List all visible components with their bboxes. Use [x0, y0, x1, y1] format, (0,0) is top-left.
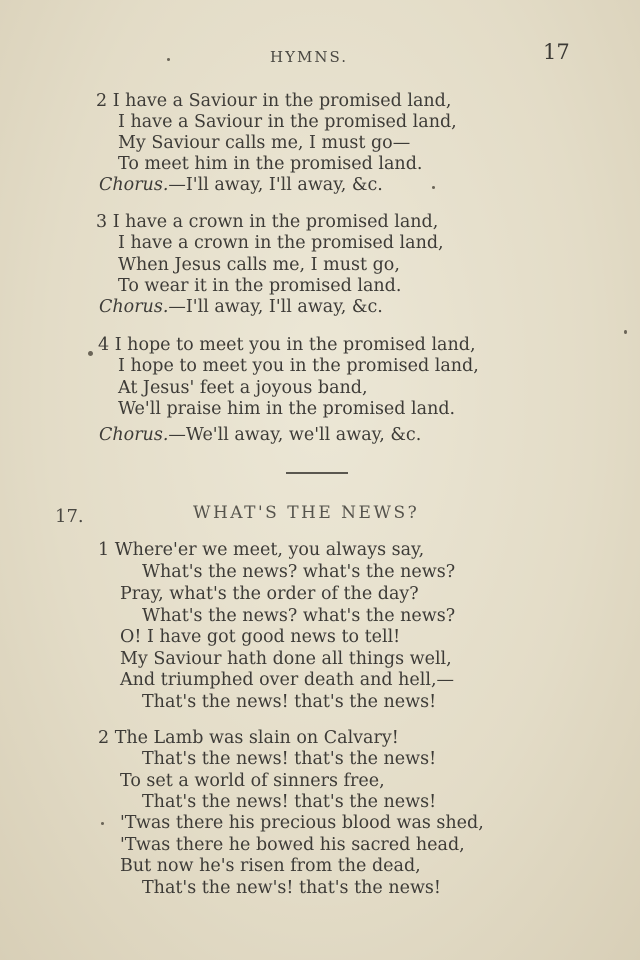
- verse-line: That's the news! that's the news!: [142, 692, 437, 712]
- ink-speck: [88, 351, 93, 356]
- chorus-label: Chorus.: [99, 425, 169, 445]
- ink-speck: [101, 822, 104, 825]
- verse-line: I hope to meet you in the promised land,: [118, 356, 479, 376]
- verse-line: That's the news! that's the news!: [142, 749, 437, 769]
- hymn-title: WHAT'S THE NEWS?: [193, 503, 420, 523]
- verse-line: 'Twas there his precious blood was shed,: [120, 813, 484, 833]
- verse-line: 3 I have a crown in the promised land,: [96, 212, 439, 232]
- ink-speck: [167, 58, 170, 61]
- page-number: 17: [543, 40, 570, 64]
- verse-line: That's the news! that's the news!: [142, 792, 437, 812]
- chorus-label: Chorus.: [99, 297, 169, 317]
- chorus-line: [99, 297, 383, 317]
- verse-line: When Jesus calls me, I must go,: [118, 255, 400, 275]
- verse-line: My Saviour hath done all things well,: [120, 649, 452, 669]
- verse-line: But now he's risen from the dead,: [120, 856, 421, 876]
- verse-line: To wear it in the promised land.: [118, 276, 402, 296]
- hymn-number: 17.: [55, 506, 84, 527]
- verse-line: What's the news? what's the news?: [142, 562, 456, 582]
- verse-line: I have a Saviour in the promised land,: [118, 112, 457, 132]
- verse-line: We'll praise him in the promised land.: [118, 399, 456, 419]
- verse-line: To meet him in the promised land.: [118, 154, 423, 174]
- verse-line: That's the new's! that's the news!: [142, 878, 441, 898]
- ink-speck: [624, 330, 627, 334]
- verse-line: 2 The Lamb was slain on Calvary!: [98, 728, 399, 748]
- verse-line: 2 I have a Saviour in the promised land,: [96, 91, 452, 111]
- chorus-line: [99, 175, 383, 195]
- verse-line: Pray, what's the order of the day?: [120, 584, 419, 604]
- verse-line: My Saviour calls me, I must go—: [118, 133, 411, 153]
- chorus-line: [99, 425, 421, 445]
- verse-line: O! I have got good news to tell!: [120, 627, 401, 647]
- chorus-text: —I'll away, I'll away, &c.: [168, 175, 383, 195]
- ink-speck: [432, 186, 435, 189]
- verse-line: What's the news? what's the news?: [142, 606, 456, 626]
- chorus-label: Chorus.: [99, 175, 169, 195]
- section-divider: [286, 472, 348, 474]
- chorus-text: —We'll away, we'll away, &c.: [168, 425, 422, 445]
- verse-line: 'Twas there he bowed his sacred head,: [120, 835, 465, 855]
- verse-line: 4 I hope to meet you in the promised land,: [98, 335, 476, 355]
- chorus-text: —I'll away, I'll away, &c.: [168, 297, 383, 317]
- running-title: HYMNS.: [270, 48, 348, 66]
- verse-line: I have a crown in the promised land,: [118, 233, 444, 253]
- verse-line: And triumphed over death and hell,—: [120, 670, 455, 690]
- verse-line: To set a world of sinners free,: [120, 771, 385, 791]
- verse-line: 1 Where'er we meet, you always say,: [98, 540, 425, 560]
- verse-line: At Jesus' feet a joyous band,: [118, 378, 368, 398]
